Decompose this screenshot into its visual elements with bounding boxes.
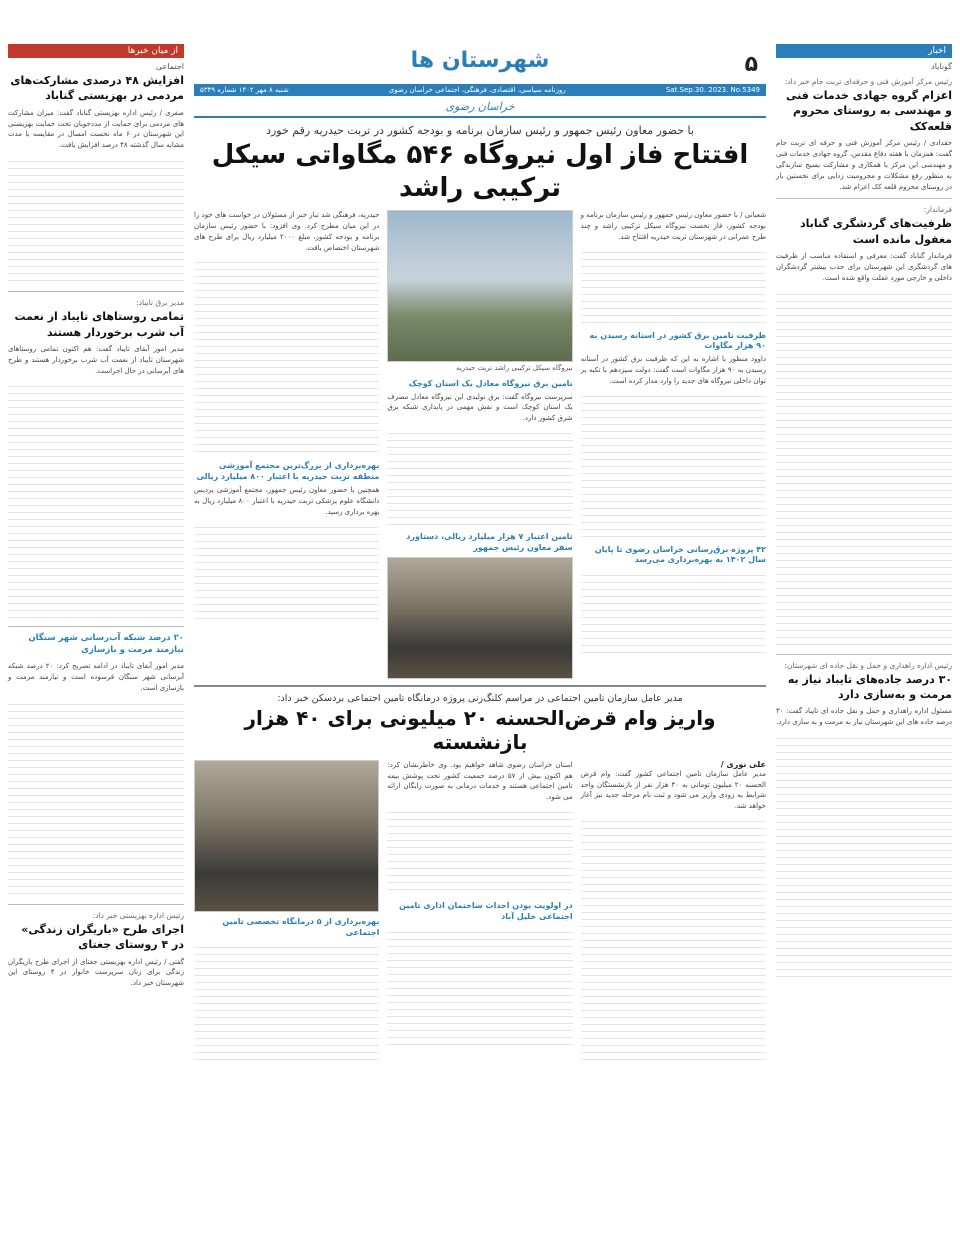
story-body: استان خراسان رضوی شاهد خواهیم بود. وی خاطرنشان کرد: هم اکنون بیش از ۵۷ درصد جمعیت کشور تحت پوشش بیمه تامین اجتماعی هستند و خدمات درمانی به صورت رایگان ارائه می شود. — [387, 760, 573, 802]
story-subhead: در اولویت بودن احداث ساختمان اداری تامین اجتماعی خلیل آباد — [399, 901, 573, 921]
category-label: اجتماعی — [155, 62, 184, 71]
story-subhead: بهره‌برداری از بزرگ‌ترین مجتمع آموزشی منطقه تربت حیدریه با اعتبار ۸۰۰ میلیارد ریالی — [196, 461, 380, 482]
byline: علی نوری / — [720, 759, 766, 769]
news-title[interactable]: افزایش ۴۸ درصدی مشارکت‌های مردمی در بهزیستی گناباد — [10, 74, 184, 103]
bottom-column-c — [194, 760, 379, 1065]
news-body: فرماندار گناباد گفت: معرفی و استفاده مناسب از ظرفیت های گردشگری این شهرستان برای جذب بیشتر گردشگران داخلی و خارجی مورد غفلت واقع شده است. — [776, 252, 952, 282]
story-body-filler — [194, 941, 379, 1061]
news-body: صفری / رئیس اداره بهزیستی گناباد گفت: میزان مشارکت های مردمی برای حمایت از مددجویان تحت حمایت بهزیستی این شهرستان در ۶ ماه نخست امسال در مقایسه با مدت مشابه سال گذشته ۴۸ درصد افزایش یافت. — [8, 108, 184, 150]
news-body: حقدادی / رئیس مرکز آموزش فنی و حرفه ای تربت جام گفت: همزمان با هفته دفاع مقدس، گروه جهادی خدمات فنی و مهندسی این مرکز با همکاری و مشارکت بسیج سازندگی به منظور رفع مشکلات و محرومیت زدایی برای نخستین بار در روستای محروم قلعه کک اعزام شد. — [776, 139, 952, 191]
right-column — [776, 44, 952, 1240]
news-body-filler — [8, 698, 184, 898]
main-headline[interactable]: افتتاح فاز اول نیروگاه ۵۴۶ مگاواتی سیکل ترکیبی راشد — [211, 140, 749, 203]
highlights-section-tag: از میان خبرها — [8, 44, 184, 58]
news-body-filler — [8, 380, 184, 620]
story-body-filler — [194, 256, 379, 456]
news-body: مسئول اداره راهداری و حمل و نقل جاده ای تایباد گفت: ۳۰ درصد جاده های این شهرستان نیاز به مرمت و به سازی دارد. — [776, 707, 952, 727]
news-body-filler — [8, 155, 184, 285]
story-column-b — [387, 210, 572, 679]
story-body: مدیر عامل سازمان تامین اجتماعی کشور گفت: وام قرض الحسنه ۲۰ میلیون تومانی به ۴۰ هزار نفر از بازنشستگان واجد شرایط به زودی واریز می شود و ثبت نام مرحله جدید نیز آغاز خواهد شد. — [580, 769, 766, 811]
news-body-filler — [776, 732, 952, 982]
left-column — [8, 44, 184, 1240]
story-column-c — [194, 210, 379, 679]
bottom-headline[interactable]: واریز وام قرض‌الحسنه ۲۰ میلیونی برای ۴۰ هزار بازنشسته — [244, 705, 716, 754]
news-body-filler — [776, 288, 952, 648]
story-subhead: تامین برق نیروگاه معادل یک استان کوچک — [408, 378, 573, 388]
story-body-filler — [387, 926, 572, 1046]
officials-group-photo[interactable] — [387, 557, 572, 679]
story-subhead: تامین اعتبار ۷ هزار میلیارد ریالی، دستاورد سفر معاون رئیس جمهور — [406, 532, 573, 552]
news-section-tag: اخبار — [776, 44, 952, 58]
page-number: ۵ — [744, 52, 758, 77]
story-body-filler — [194, 521, 379, 621]
bottom-column-a — [581, 760, 766, 1065]
bottom-overline: مدیر عامل سازمان تامین اجتماعی در مراسم کلنگ‌زنی پروژه درمانگاه تامین اجتماعی بردسکن خبر داد: — [277, 692, 683, 704]
story-body-filler — [387, 806, 572, 896]
story-column-a — [581, 210, 766, 679]
divider — [776, 198, 952, 199]
story-subhead: بهره‌برداری از ۵ درمانگاه تخصصی تامین اجتماعی — [222, 916, 380, 937]
date-en: Sat.Sep.30. 2023. No.5349 — [665, 86, 760, 94]
photo-caption: نیروگاه سیکل ترکیبی راشد تربت حیدریه — [456, 364, 573, 372]
story-body: حیدریه، فرهنگی شد تبار خبر از مسئولان در خواست های خود را در این میان مطرح کرد. وی افزود: با حضور رئیس سازمان برنامه و بودجه کشور، مبلغ ۲۰۰۰ میلیارد ریال برای طرح های شهرستان اختصاص یافت. — [194, 211, 380, 252]
divider — [8, 626, 184, 627]
news-kicker: رئیس مرکز آموزش فنی و حرفه‌ای تربت جام خبر داد: — [784, 77, 952, 86]
news-kicker: رئیس اداره بهزیستی خبر داد: — [92, 910, 184, 920]
story-body: همچنین با حضور معاون رئیس جمهور، مجتمع آموزشی پردیس دانشگاه علوم پزشکی تربت حیدریه با اعتبار ۸۰۰ میلیارد ریال به بهره برداری رسید. — [194, 485, 380, 516]
tagline: روزنامه سیاسی، اقتصادی، فرهنگی، اجتماعی خراسان رضوی — [388, 86, 566, 94]
bottom-story — [194, 760, 766, 1065]
news-body: مدیر امور آبفای تایباد در ادامه تصریح کرد: ۲۰ درصد شبکه آبرسانی شهر سنگان فرسوده است و نیازمند مرمت و بازسازی است. — [8, 662, 184, 692]
story-body-filler — [581, 246, 766, 326]
story-subhead: ۴۲ پروژه برق‌رسانی خراسان رضوی تا پایان سال ۱۴۰۲ به بهره‌برداری می‌رسد — [594, 544, 766, 565]
lead-story — [194, 210, 766, 679]
news-body: مدیر امور آبفای تایباد گفت: هم اکنون تمامی روستاهای شهرستان تایباد از نعمت آب شرب برخوردار هستند و طرح های آبرسانی در حال اجراست. — [8, 344, 184, 375]
date-bar — [194, 84, 766, 96]
groundbreaking-photo[interactable] — [194, 760, 379, 912]
story-body-filler — [581, 815, 766, 1065]
masthead — [194, 44, 766, 118]
news-kicker: رئیس اداره راهداری و حمل و نقل جاده ای شهرستان: — [784, 660, 952, 670]
newspaper-logo: خراسان رضوی — [445, 100, 515, 113]
divider — [776, 654, 952, 655]
news-title[interactable]: تمامی روستاهای تایباد از نعمت آب شرب برخوردار هستند — [14, 310, 184, 339]
news-body: گفتی / رئیس اداره بهزیستی جغتای از اجرای طرح باریگران زندگی برای زنان سرپرست خانوار در ۴ روستای این شهرستان خبر داد. — [8, 957, 184, 988]
section-title: شهرستان ها — [410, 48, 550, 73]
divider — [8, 904, 184, 905]
story-body-filler — [581, 569, 766, 659]
news-title[interactable]: اجرای طرح «باریگران زندگی» در ۴ روستای جغتای — [21, 922, 184, 952]
story-body: داوود منظور با اشاره به این که ظرفیت برق کشور در آستانه رسیدن به ۹۰ هزار مگاوات است گفت: دولت سیزدهم با تکیه بر توان داخلی نیروگاه های جدید را وارد مدار کرده است. — [580, 355, 766, 385]
main-column — [194, 44, 766, 1240]
city-label: گوناباد — [931, 62, 952, 71]
story-body-filler — [387, 427, 572, 527]
story-body: سرپرست نیروگاه گفت: برق تولیدی این نیروگاه معادل مصرف یک استان کوچک است و نقش مهمی در پایداری شبکه برق شرق کشور دارد. — [387, 392, 573, 423]
divider — [8, 291, 184, 292]
date-fa: شنبه ۸ مهر ۱۴۰۲ شماره ۵۳۴۹ — [200, 86, 289, 94]
bottom-column-b — [387, 760, 572, 1065]
news-kicker: مدیر برق تایباد: — [136, 298, 184, 308]
news-title[interactable]: اعزام گروه جهادی خدمات فنی و مهندسی به روستای محروم قلعه‌کک — [786, 89, 952, 133]
headline-overline: با حضور معاون رئیس جمهور و رئیس سازمان برنامه و بودجه کشور در تربت حیدریه رقم خورد — [266, 124, 694, 137]
story-body-filler — [581, 390, 766, 540]
story-body: شعبانی / با حضور معاون رئیس جمهور و رئیس سازمان برنامه و بودجه کشور، فاز نخست نیروگاه سیکل ترکیبی راشد و چند طرح عمرانی در شهرستان تربت حیدریه افتتاح شد. — [580, 211, 766, 241]
divider — [194, 685, 766, 687]
news-kicker: فرماندار: — [923, 205, 952, 215]
news-title[interactable]: ۲۰ درصد شبکه آب‌رسانی شهر سنگان نیازمند مرمت و بازسازی — [28, 633, 184, 656]
news-title[interactable]: ۳۰ درصد جاده‌های تایباد نیاز به مرمت و به‌سازی دارد — [787, 672, 952, 702]
news-title[interactable]: ظرفیت‌های گردشگری گناباد مغفول مانده است — [800, 217, 952, 246]
story-subhead: ظرفیت تامین برق کشور در استانه رسیدن به ۹۰ هزار مگاوات — [589, 330, 766, 351]
power-plant-photo[interactable] — [387, 210, 572, 362]
